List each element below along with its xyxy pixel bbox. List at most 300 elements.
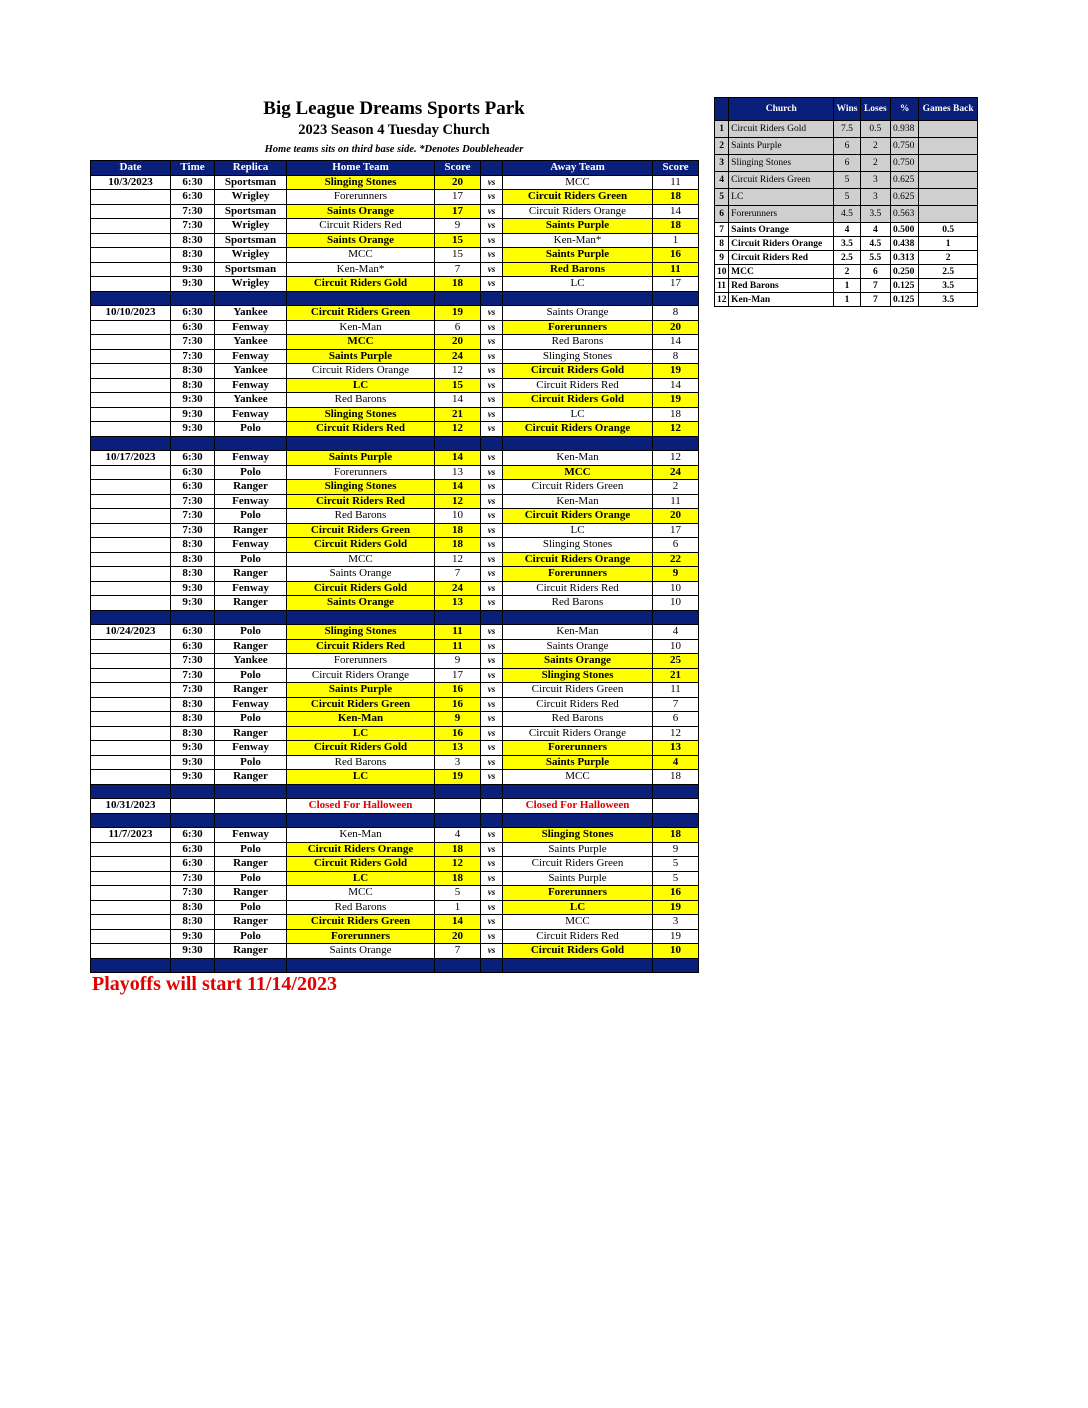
game-date bbox=[91, 871, 171, 886]
vs-cell: vs bbox=[481, 349, 503, 364]
standing-pct: 0.125 bbox=[890, 293, 918, 307]
home-team: Slinging Stones bbox=[287, 407, 435, 422]
table-row bbox=[91, 175, 699, 190]
separator-cell bbox=[503, 610, 653, 625]
away-team: MCC bbox=[503, 915, 653, 930]
standing-loses: 2 bbox=[860, 155, 890, 172]
game-time: 6:30 bbox=[171, 306, 215, 321]
page-subtitle: 2023 Season 4 Tuesday Church bbox=[298, 122, 490, 138]
game-date bbox=[91, 726, 171, 741]
table-row bbox=[91, 944, 699, 959]
game-field bbox=[215, 799, 287, 814]
game-date bbox=[91, 538, 171, 553]
home-team: Red Barons bbox=[287, 509, 435, 524]
game-field: Yankee bbox=[215, 306, 287, 321]
game-time: 8:30 bbox=[171, 538, 215, 553]
game-date bbox=[91, 190, 171, 205]
separator-cell bbox=[653, 610, 699, 625]
standings-row bbox=[715, 265, 978, 279]
standing-loses: 7 bbox=[860, 293, 890, 307]
standing-loses: 4.5 bbox=[860, 237, 890, 251]
game-date bbox=[91, 697, 171, 712]
standing-team: Circuit Riders Gold bbox=[729, 121, 834, 138]
standings-row bbox=[715, 237, 978, 251]
home-score: 17 bbox=[435, 204, 481, 219]
vs-cell: vs bbox=[481, 204, 503, 219]
standing-pct: 0.625 bbox=[890, 172, 918, 189]
game-date bbox=[91, 567, 171, 582]
standing-wins: 2 bbox=[834, 265, 860, 279]
home-score: 15 bbox=[435, 233, 481, 248]
standing-pct: 0.625 bbox=[890, 189, 918, 206]
vs-cell: vs bbox=[481, 871, 503, 886]
standings-table bbox=[714, 97, 978, 307]
away-score: 9 bbox=[653, 567, 699, 582]
vs-cell: vs bbox=[481, 306, 503, 321]
separator-cell bbox=[653, 291, 699, 306]
game-date bbox=[91, 349, 171, 364]
game-field: Ranger bbox=[215, 523, 287, 538]
table-row bbox=[91, 625, 699, 640]
home-team: Red Barons bbox=[287, 900, 435, 915]
standing-rank: 1 bbox=[715, 121, 729, 138]
game-field: Sportsman bbox=[215, 233, 287, 248]
game-date bbox=[91, 364, 171, 379]
home-team: LC bbox=[287, 770, 435, 785]
game-date bbox=[91, 233, 171, 248]
game-time: 8:30 bbox=[171, 712, 215, 727]
home-team: Circuit Riders Red bbox=[287, 422, 435, 437]
separator-cell bbox=[287, 610, 435, 625]
away-team: Circuit Riders Gold bbox=[503, 944, 653, 959]
game-date bbox=[91, 944, 171, 959]
game-time: 6:30 bbox=[171, 828, 215, 843]
away-score: 16 bbox=[653, 886, 699, 901]
vs-cell: vs bbox=[481, 828, 503, 843]
away-team: Forerunners bbox=[503, 886, 653, 901]
table-row bbox=[91, 654, 699, 669]
game-field: Polo bbox=[215, 625, 287, 640]
home-score: 12 bbox=[435, 364, 481, 379]
home-team: Circuit Riders Gold bbox=[287, 581, 435, 596]
standing-wins: 5 bbox=[834, 172, 860, 189]
standing-rank: 2 bbox=[715, 138, 729, 155]
home-score: 24 bbox=[435, 581, 481, 596]
away-team: MCC bbox=[503, 770, 653, 785]
standing-team: Circuit Riders Green bbox=[729, 172, 834, 189]
vs-cell: vs bbox=[481, 552, 503, 567]
away-score: 8 bbox=[653, 349, 699, 364]
away-team: Circuit Riders Green bbox=[503, 857, 653, 872]
home-team: Circuit Riders Red bbox=[287, 219, 435, 234]
week-separator bbox=[91, 610, 699, 625]
home-team: Circuit Riders Gold bbox=[287, 857, 435, 872]
separator-cell bbox=[503, 784, 653, 799]
standing-pct: 0.750 bbox=[890, 138, 918, 155]
vs-cell: vs bbox=[481, 335, 503, 350]
game-date bbox=[91, 480, 171, 495]
game-time: 8:30 bbox=[171, 364, 215, 379]
closed-label-home: Closed For Halloween bbox=[287, 799, 435, 814]
separator-cell bbox=[171, 784, 215, 799]
home-score: 13 bbox=[435, 465, 481, 480]
standing-loses: 5.5 bbox=[860, 251, 890, 265]
table-row bbox=[91, 639, 699, 654]
away-team: Saints Orange bbox=[503, 654, 653, 669]
home-score: 5 bbox=[435, 886, 481, 901]
away-team: Circuit Riders Green bbox=[503, 683, 653, 698]
away-score: 7 bbox=[653, 697, 699, 712]
standings-row bbox=[715, 223, 978, 237]
game-field: Yankee bbox=[215, 335, 287, 350]
home-score: 7 bbox=[435, 567, 481, 582]
game-date bbox=[91, 581, 171, 596]
game-field: Ranger bbox=[215, 886, 287, 901]
game-field: Ranger bbox=[215, 726, 287, 741]
game-date bbox=[91, 248, 171, 263]
standing-loses: 3 bbox=[860, 172, 890, 189]
week-separator bbox=[91, 958, 699, 973]
standing-pct: 0.938 bbox=[890, 121, 918, 138]
vs-cell: vs bbox=[481, 422, 503, 437]
home-score: 14 bbox=[435, 915, 481, 930]
week-separator bbox=[91, 813, 699, 828]
standing-wins: 6 bbox=[834, 155, 860, 172]
game-date bbox=[91, 465, 171, 480]
game-date: 10/10/2023 bbox=[91, 306, 171, 321]
vs-cell: vs bbox=[481, 639, 503, 654]
separator-cell bbox=[503, 813, 653, 828]
standing-games-back bbox=[919, 206, 978, 223]
away-team: Red Barons bbox=[503, 335, 653, 350]
game-date bbox=[91, 393, 171, 408]
home-team: MCC bbox=[287, 335, 435, 350]
standing-wins: 1 bbox=[834, 279, 860, 293]
home-team: LC bbox=[287, 726, 435, 741]
home-score: 21 bbox=[435, 407, 481, 422]
game-date bbox=[91, 320, 171, 335]
table-row bbox=[91, 422, 699, 437]
standing-loses: 4 bbox=[860, 223, 890, 237]
away-team: Circuit Riders Orange bbox=[503, 726, 653, 741]
standing-wins: 3.5 bbox=[834, 237, 860, 251]
game-date bbox=[91, 596, 171, 611]
away-score: 22 bbox=[653, 552, 699, 567]
game-field: Polo bbox=[215, 465, 287, 480]
table-row bbox=[91, 726, 699, 741]
game-field: Sportsman bbox=[215, 262, 287, 277]
game-field: Fenway bbox=[215, 494, 287, 509]
separator-cell bbox=[91, 784, 171, 799]
separator-cell bbox=[287, 813, 435, 828]
home-score: 7 bbox=[435, 262, 481, 277]
standing-pct: 0.125 bbox=[890, 279, 918, 293]
home-team: Circuit Riders Red bbox=[287, 494, 435, 509]
game-time: 6:30 bbox=[171, 857, 215, 872]
standing-loses: 3 bbox=[860, 189, 890, 206]
game-date bbox=[91, 755, 171, 770]
col-church: Church bbox=[729, 98, 834, 121]
separator-cell bbox=[481, 784, 503, 799]
separator-cell bbox=[653, 813, 699, 828]
away-team: Circuit Riders Orange bbox=[503, 422, 653, 437]
separator-cell bbox=[481, 436, 503, 451]
standing-loses: 7 bbox=[860, 279, 890, 293]
away-score: 11 bbox=[653, 683, 699, 698]
away-team: Red Barons bbox=[503, 596, 653, 611]
standing-rank: 11 bbox=[715, 279, 729, 293]
standing-wins: 2.5 bbox=[834, 251, 860, 265]
home-team: Saints Orange bbox=[287, 567, 435, 582]
separator-cell bbox=[481, 291, 503, 306]
home-score: 16 bbox=[435, 683, 481, 698]
game-field: Sportsman bbox=[215, 175, 287, 190]
home-team: Ken-Man* bbox=[287, 262, 435, 277]
table-row bbox=[91, 335, 699, 350]
away-team: MCC bbox=[503, 175, 653, 190]
home-score: 4 bbox=[435, 828, 481, 843]
week-separator bbox=[91, 291, 699, 306]
col-pct: % bbox=[890, 98, 918, 121]
away-score: 3 bbox=[653, 915, 699, 930]
table-row bbox=[91, 886, 699, 901]
separator-cell bbox=[287, 291, 435, 306]
game-time: 8:30 bbox=[171, 726, 215, 741]
game-date bbox=[91, 378, 171, 393]
separator-cell bbox=[481, 610, 503, 625]
home-score: 18 bbox=[435, 842, 481, 857]
standing-rank: 8 bbox=[715, 237, 729, 251]
game-date bbox=[91, 509, 171, 524]
standing-team: Slinging Stones bbox=[729, 155, 834, 172]
standing-wins: 4.5 bbox=[834, 206, 860, 223]
game-time: 7:30 bbox=[171, 494, 215, 509]
game-date bbox=[91, 712, 171, 727]
home-score: 18 bbox=[435, 277, 481, 292]
home-score: 19 bbox=[435, 306, 481, 321]
game-time: 9:30 bbox=[171, 596, 215, 611]
game-field: Fenway bbox=[215, 378, 287, 393]
away-score: 18 bbox=[653, 190, 699, 205]
table-row bbox=[91, 248, 699, 263]
home-score: 18 bbox=[435, 871, 481, 886]
standing-team: Red Barons bbox=[729, 279, 834, 293]
away-score: 9 bbox=[653, 842, 699, 857]
separator-cell bbox=[653, 436, 699, 451]
separator-cell bbox=[503, 291, 653, 306]
home-team: Saints Orange bbox=[287, 596, 435, 611]
standing-pct: 0.563 bbox=[890, 206, 918, 223]
game-date bbox=[91, 654, 171, 669]
separator-cell bbox=[435, 291, 481, 306]
separator-cell bbox=[171, 291, 215, 306]
away-score: 21 bbox=[653, 668, 699, 683]
away-score: 18 bbox=[653, 828, 699, 843]
vs-cell: vs bbox=[481, 886, 503, 901]
standing-rank: 5 bbox=[715, 189, 729, 206]
table-row bbox=[91, 320, 699, 335]
separator-cell bbox=[503, 958, 653, 973]
away-team: LC bbox=[503, 523, 653, 538]
away-score: 18 bbox=[653, 770, 699, 785]
game-date bbox=[91, 422, 171, 437]
table-row bbox=[91, 465, 699, 480]
separator-cell bbox=[171, 958, 215, 973]
separator-cell bbox=[435, 813, 481, 828]
standing-games-back bbox=[919, 121, 978, 138]
week-separator bbox=[91, 436, 699, 451]
vs-cell: vs bbox=[481, 668, 503, 683]
standing-wins: 5 bbox=[834, 189, 860, 206]
vs-cell: vs bbox=[481, 697, 503, 712]
away-score: 1 bbox=[653, 233, 699, 248]
home-team: Forerunners bbox=[287, 465, 435, 480]
standing-team: Circuit Riders Orange bbox=[729, 237, 834, 251]
vs-cell: vs bbox=[481, 567, 503, 582]
home-team: MCC bbox=[287, 248, 435, 263]
away-team: Saints Purple bbox=[503, 248, 653, 263]
away-score: 6 bbox=[653, 538, 699, 553]
away-team: MCC bbox=[503, 465, 653, 480]
table-row bbox=[91, 842, 699, 857]
separator-cell bbox=[91, 813, 171, 828]
home-score: 10 bbox=[435, 509, 481, 524]
standing-team: Forerunners bbox=[729, 206, 834, 223]
game-field: Polo bbox=[215, 668, 287, 683]
away-score: 12 bbox=[653, 451, 699, 466]
game-time: 9:30 bbox=[171, 262, 215, 277]
game-time: 9:30 bbox=[171, 929, 215, 944]
game-time: 9:30 bbox=[171, 422, 215, 437]
game-time: 7:30 bbox=[171, 654, 215, 669]
vs-cell: vs bbox=[481, 915, 503, 930]
page-title: Big League Dreams Sports Park bbox=[263, 98, 525, 119]
home-score: 9 bbox=[435, 654, 481, 669]
standing-rank: 4 bbox=[715, 172, 729, 189]
col-home-team: Home Team bbox=[287, 161, 435, 176]
closed-label-away: Closed For Halloween bbox=[503, 799, 653, 814]
game-date: 11/7/2023 bbox=[91, 828, 171, 843]
game-time: 9:30 bbox=[171, 393, 215, 408]
separator-cell bbox=[171, 813, 215, 828]
away-team: Red Barons bbox=[503, 712, 653, 727]
away-score: 8 bbox=[653, 306, 699, 321]
home-score: 7 bbox=[435, 944, 481, 959]
game-field: Fenway bbox=[215, 320, 287, 335]
away-team: Slinging Stones bbox=[503, 828, 653, 843]
home-score: 9 bbox=[435, 219, 481, 234]
standing-rank: 3 bbox=[715, 155, 729, 172]
game-field: Ranger bbox=[215, 770, 287, 785]
game-time: 6:30 bbox=[171, 842, 215, 857]
game-field: Polo bbox=[215, 929, 287, 944]
away-team: Circuit Riders Gold bbox=[503, 364, 653, 379]
home-score: 18 bbox=[435, 538, 481, 553]
vs-cell: vs bbox=[481, 277, 503, 292]
separator-cell bbox=[215, 813, 287, 828]
game-field: Wrigley bbox=[215, 277, 287, 292]
game-time: 6:30 bbox=[171, 465, 215, 480]
table-row bbox=[91, 480, 699, 495]
away-score: 6 bbox=[653, 712, 699, 727]
game-date bbox=[91, 494, 171, 509]
game-time: 9:30 bbox=[171, 944, 215, 959]
table-row bbox=[91, 233, 699, 248]
home-team: LC bbox=[287, 378, 435, 393]
game-time: 8:30 bbox=[171, 915, 215, 930]
separator-cell bbox=[435, 610, 481, 625]
home-score: 20 bbox=[435, 335, 481, 350]
standing-pct: 0.750 bbox=[890, 155, 918, 172]
separator-cell bbox=[287, 784, 435, 799]
table-row bbox=[91, 929, 699, 944]
game-field: Sportsman bbox=[215, 204, 287, 219]
standing-games-back bbox=[919, 172, 978, 189]
home-score: 18 bbox=[435, 523, 481, 538]
vs-cell: vs bbox=[481, 944, 503, 959]
home-score: 14 bbox=[435, 480, 481, 495]
away-score: 25 bbox=[653, 654, 699, 669]
away-team: Saints Orange bbox=[503, 639, 653, 654]
vs-cell: vs bbox=[481, 712, 503, 727]
table-row bbox=[91, 581, 699, 596]
separator-cell bbox=[481, 958, 503, 973]
col-away-score: Score bbox=[653, 161, 699, 176]
away-score: 10 bbox=[653, 639, 699, 654]
standing-games-back bbox=[919, 155, 978, 172]
game-date bbox=[91, 668, 171, 683]
home-team: Circuit Riders Green bbox=[287, 523, 435, 538]
away-score: 19 bbox=[653, 364, 699, 379]
home-team: Slinging Stones bbox=[287, 480, 435, 495]
game-field: Wrigley bbox=[215, 190, 287, 205]
game-date bbox=[91, 407, 171, 422]
game-field: Polo bbox=[215, 871, 287, 886]
away-team: Saints Purple bbox=[503, 755, 653, 770]
standing-team: LC bbox=[729, 189, 834, 206]
standing-games-back: 2 bbox=[919, 251, 978, 265]
table-row bbox=[91, 349, 699, 364]
standing-pct: 0.313 bbox=[890, 251, 918, 265]
away-score: 16 bbox=[653, 248, 699, 263]
away-team: Circuit Riders Green bbox=[503, 480, 653, 495]
game-date: 10/31/2023 bbox=[91, 799, 171, 814]
game-field: Wrigley bbox=[215, 248, 287, 263]
vs-cell: vs bbox=[481, 262, 503, 277]
standing-games-back: 1 bbox=[919, 237, 978, 251]
home-team: Circuit Riders Green bbox=[287, 306, 435, 321]
home-team: Red Barons bbox=[287, 393, 435, 408]
vs-cell: vs bbox=[481, 393, 503, 408]
game-time: 9:30 bbox=[171, 770, 215, 785]
game-time: 6:30 bbox=[171, 190, 215, 205]
home-team: Circuit Riders Orange bbox=[287, 842, 435, 857]
standing-team: Ken-Man bbox=[729, 293, 834, 307]
away-team: Slinging Stones bbox=[503, 668, 653, 683]
home-score: 1 bbox=[435, 900, 481, 915]
game-date bbox=[91, 741, 171, 756]
away-score: 12 bbox=[653, 422, 699, 437]
standing-loses: 3.5 bbox=[860, 206, 890, 223]
game-date bbox=[91, 857, 171, 872]
home-team: Saints Orange bbox=[287, 944, 435, 959]
separator-cell bbox=[653, 958, 699, 973]
home-team: Saints Purple bbox=[287, 349, 435, 364]
game-date: 10/24/2023 bbox=[91, 625, 171, 640]
separator-cell bbox=[435, 784, 481, 799]
home-team: Slinging Stones bbox=[287, 625, 435, 640]
standing-team: Saints Orange bbox=[729, 223, 834, 237]
